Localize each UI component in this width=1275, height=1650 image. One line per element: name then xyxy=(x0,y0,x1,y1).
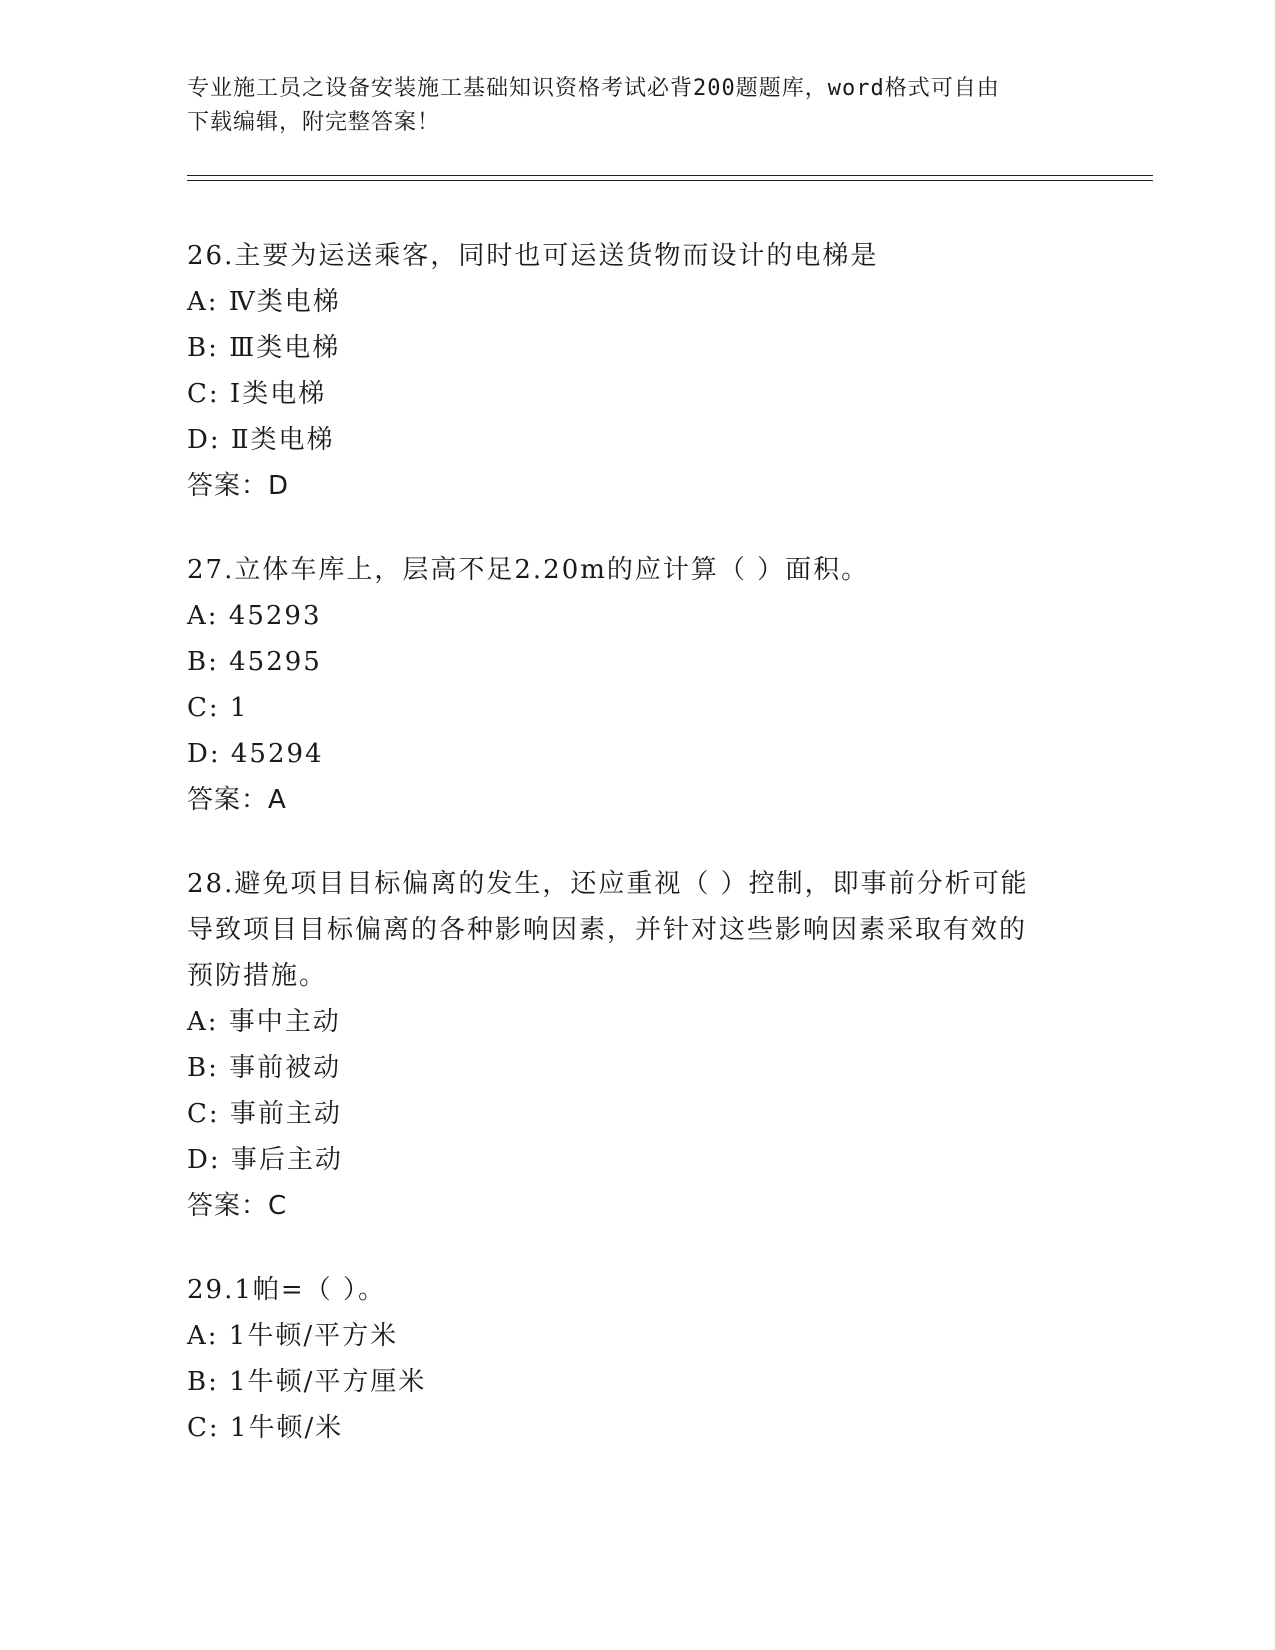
question-list xyxy=(187,233,1067,1489)
header-divider-bottom xyxy=(187,180,1153,181)
option-d: D: 事后主动 xyxy=(187,1145,343,1175)
question-stem-line-3: 预防措施。 xyxy=(187,961,328,991)
document-header xyxy=(187,72,1087,140)
option-b: B: 1牛顿/平方厘米 xyxy=(187,1367,427,1397)
question-27 xyxy=(187,547,1067,823)
question-29 xyxy=(187,1267,1067,1451)
option-d: D: Ⅱ类电梯 xyxy=(187,425,335,455)
header-line-1: 专业施工员之设备安装施工基础知识资格考试必背200题题库，word格式可自由 xyxy=(187,76,1000,101)
option-c: C: 事前主动 xyxy=(187,1099,342,1129)
question-stem: 29.1帕=（ ）。 xyxy=(187,1275,386,1305)
question-stem-line-2: 导致项目目标偏离的各种影响因素，并针对这些影响因素采取有效的 xyxy=(187,915,1028,945)
option-c: C: Ⅰ类电梯 xyxy=(187,379,327,409)
option-b: B: 45295 xyxy=(187,647,322,677)
header-divider-top xyxy=(187,175,1153,176)
question-stem: 27.立体车库上，层高不足2.20m的应计算（ ）面积。 xyxy=(187,555,870,585)
option-d: D: 45294 xyxy=(187,739,324,769)
option-a: A: 1牛顿/平方米 xyxy=(187,1321,399,1351)
question-26 xyxy=(187,233,1067,509)
option-a: A: 事中主动 xyxy=(187,1007,341,1037)
option-c: C: 1牛顿/米 xyxy=(187,1413,344,1443)
answer-line: 答案：A xyxy=(187,785,287,815)
answer-line: 答案：C xyxy=(187,1191,288,1221)
question-28 xyxy=(187,861,1067,1229)
option-c: C: 1 xyxy=(187,693,249,723)
option-b: B: 事前被动 xyxy=(187,1053,342,1083)
option-b: B: Ⅲ类电梯 xyxy=(187,333,341,363)
answer-line: 答案：D xyxy=(187,471,290,501)
option-a: A: 45293 xyxy=(187,601,322,631)
option-a: A: Ⅳ类电梯 xyxy=(187,287,341,317)
question-stem-line-1: 28.避免项目目标偏离的发生，还应重视（ ）控制，即事前分析可能 xyxy=(187,869,1029,899)
question-stem: 26.主要为运送乘客，同时也可运送货物而设计的电梯是 xyxy=(187,241,879,271)
header-line-2: 下载编辑，附完整答案！ xyxy=(187,110,441,135)
